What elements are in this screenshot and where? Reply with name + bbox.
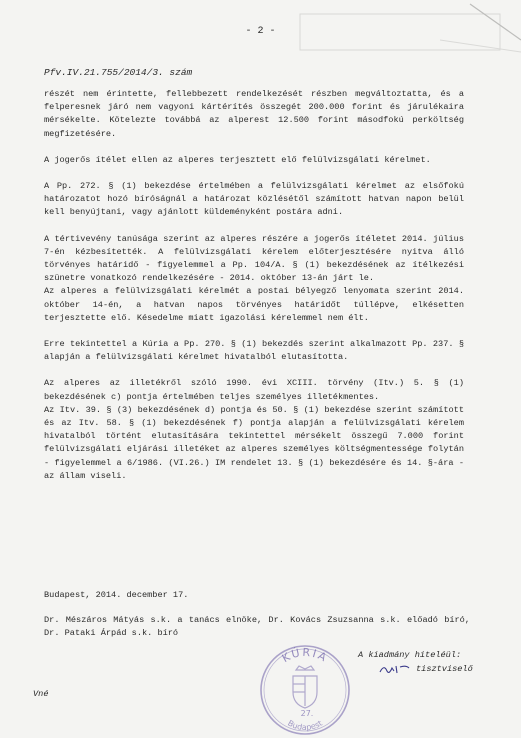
- coat-of-arms-icon: [293, 666, 317, 708]
- paragraph: Erre tekintettel a Kúria a Pp. 270. § (1) bekezdés szerint alkalmazott Pp. 237. § alapján a felülvizsgálati kérelmet hivatalból elutasította.: [44, 339, 464, 363]
- handwritten-signature: [378, 662, 412, 676]
- initials: Vné: [33, 689, 49, 699]
- paragraph: A Pp. 272. § (1) bekezdése értelmében a felülvizsgálati kérelmet az elsőfokú határozatot hozó bíróságnál a határozat közlésétől számított hatvan napon belül kell benyújtani, vagy ajánlott küldeményként postára adni.: [44, 181, 464, 218]
- court-seal: [255, 640, 355, 736]
- svg-text:Budapest: [286, 719, 324, 733]
- seal-city-text: Budapest: [286, 718, 324, 733]
- clerk-title: tisztviselő: [416, 663, 473, 674]
- paragraph: A jogerős ítélet ellen az alperes terjesztett elő felülvizsgálati kérelmet.: [44, 154, 431, 165]
- page-number: - 2 -: [245, 26, 276, 37]
- seal-number: 27.: [300, 709, 314, 718]
- certification-block: [358, 649, 473, 676]
- paragraph: Az Itv. 39. § (3) bekezdésének d) pontja és 50. § (1) bekezdése szerint számított és az Itv. 58. § (1) bekezdésének f) pontja alapján a felülvizsgálati kérelem hivatalból történt elutasítására tekintettel mérsékelt összegű 7.000 forint felülvizsgálati eljárási illetéket az alperes személyes költségmentessége folytán - figyelemmel a 6/1986. (VI.26.) IM rendelet 13. § (1) bekezdésére és 14. §-ára - az állam viseli.: [44, 404, 464, 481]
- svg-text:KÚRIA: [280, 646, 330, 665]
- paragraph: Az alperes a felülvizsgálati kérelmét a postai bélyegző lenyomata szerint 2014. október 14-én, a hatvan napos törvényes határidőt túllépve, elkésetten terjesztette elő. Késedelme miatt igazolási kérelemmel nem élt.: [44, 286, 464, 323]
- seal-top-text: KÚRIA: [279, 645, 331, 666]
- paragraph: részét nem érintette, fellebbezett rendelkezését részben megváltoztatta, és a felperesnek járó nem vagyoni kártérítés összegét 200.000 forint és járulékaira mérsékelte. Kötelezte továbbá az alperest 12.500 forint másodfokú perköltség megfizetésére.: [44, 89, 464, 139]
- place-date: Budapest, 2014. december 17.: [44, 590, 189, 600]
- document-body: [44, 88, 464, 496]
- case-number: Pfv.IV.21.755/2014/3. szám: [44, 67, 193, 78]
- signatures: Dr. Mészáros Mátyás s.k. a tanács elnöke, Dr. Kovács Zsuzsanna s.k. előadó bíró, Dr. Pataki Árpád s.k. bíró: [44, 615, 470, 639]
- certification-label: A kiadmány hiteléül:: [358, 650, 462, 660]
- paragraph: A tértivevény tanúsága szerint az alperes részére a jogerős ítéletet 2014. július 7-én kézbesítették. A felülvizsgálati kérelem előterjesztésére nyitva álló törvényes határidő - figyelemmel a Pp. 104/A. § (1) bekezdésének az ítélkezési szünetre vonatkozó rendelkezésére - 2014. október 13-án járt le.: [44, 233, 464, 284]
- paragraph: Az alperes az illetékről szóló 1990. évi XCIII. törvény (Itv.) 5. § (1) bekezdésének c) pontja értelmében teljes személyes illetékmentes.: [44, 378, 464, 402]
- clerk-line: [358, 662, 473, 676]
